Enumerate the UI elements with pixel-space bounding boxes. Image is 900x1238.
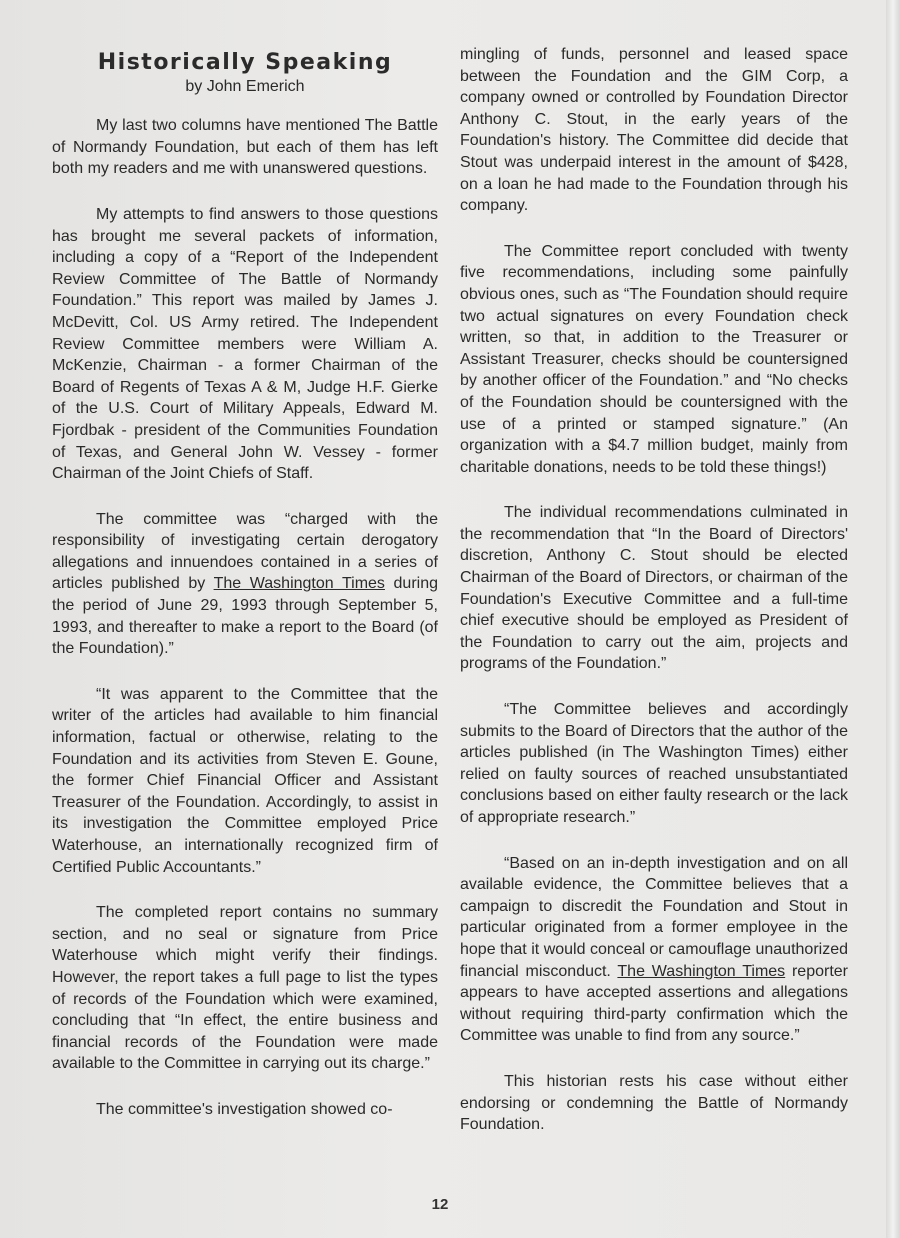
paragraph-left-5: The completed report contains no summary section, and no seal or signature from Price Waterhouse which might verify their findings. However, the report takes a full page to list the types of records of the Foundation which were examined, concluding that “In effect, the entire business and financial records of the Foundation were made available to the Committee in carrying out its charge.” [52,904,438,1073]
paragraph-left-6: The committee's investigation showed co- [96,1100,393,1118]
paragraph-left-3 [52,509,438,660]
article-header [52,52,438,97]
paragraph-right-6: This historian rests his case without either endorsing or condemning the Battle of Normandy Foundation. [460,1072,848,1134]
paragraph-right-5-text-b: reporter appears to have accepted assertions and allegations without requiring third-party confirmation which the Committee was unable to find from any source.” [460,962,849,1045]
paragraph-left-1: My last two columns have mentioned The Battle of Normandy Foundation, but each of them has left both my readers and me with unanswered questions. [52,117,438,178]
paragraph-left-2: My attempts to find answers to those questions has brought me several packets of information, including a copy of a “Report of the Independent Review Committee of The Battle of Normandy Foundation.” This report was mailed by James J. McDevitt, Col. US Army retired. The Independent Review Committee members were William A. McKenzie, Chairman - a former Chairman of the Board of Regents of Texas A & M, Judge H.F. Gierke of the U.S. Court of Military Appeals, Edward M. Fjordbak - president of the Communities Foundation of Texas, and General John W. Vessey - former Chairman of the Joint Chiefs of Staff. [52,205,438,483]
paragraph-right-2: The Committee report concluded with twenty five recommendations, including some painfully obvious ones, such as “The Foundation should require two actual signatures on every Foundation check written, so that, in addition to the Treasurer or Assistant Treasurer, checks should be countersigned by another officer of the Foundation.” and “No checks of the Foundation should be countersigned with the use of a printed or stamped signature.” (An organization with a $4.7 million budget, mainly from charitable donations, needs to be told these things!) [460,242,848,476]
paragraph-left-3-text-a: The committee was “charged with the responsibility of investigating certain derogatory allegations and innuendoes contained in a series of articles published by [52,510,438,593]
paragraph-right-5 [460,853,848,1047]
paragraph-right-5-text-a: “Based on an in-depth investigation and on all available evidence, the Committee believes that a campaign to discredit the Foundation and Stout in particular originated from a former employee in the hope that it would conceal or camouflage unauthorized financial misconduct. [460,854,848,980]
right-column [460,44,848,1160]
article-title: Historically Speaking [97,50,393,75]
left-column [52,52,438,1145]
article-byline: by John Emerich [185,77,305,95]
paragraph-left-4: “It was apparent to the Committee that the writer of the articles had available to him financial information, factual or otherwise, relating to the Foundation and its activities from Steven E. Goune, the former Chief Financial Officer and Assistant Treasurer of the Foundation. Accordingly, to assist in its investigation the Committee employed Price Waterhouse, an internationally recognized firm of Certified Public Accountants.” [52,685,438,876]
paragraph-right-1: mingling of funds, personnel and leased space between the Foundation and the GIM Corp, a company owned or controlled by Foundation Director Anthony C. Stout, in the early years of the Foundation's history. The Committee did decide that Stout was underpaid interest in the amount of $428, on a loan he had made to the Foundation through his company. [460,46,848,215]
paragraph-right-3: The individual recommendations culminated in the recommendation that “In the Board of Directors' discretion, Anthony C. Stout should be elected Chairman of the Board of Directors, or chairman of the Foundation's Executive Committee and a full-time chief executive should be employed as President of the Foundation to carry out the aim, projects and programs of the Foundation.” [460,504,848,673]
paragraph-right-4: “The Committee believes and accordingly submits to the Board of Directors that the author of the articles published (in The Washington Times) either relied on faulty sources of reached unsubstantiated conclusions based on either faulty research or the lack of appropriate research.” [460,701,848,826]
page-number: 12 [431,1196,449,1213]
paragraph-left-3-text-b: during the period of June 29, 1993 through September 5, 1993, and thereafter to make a report to the Board (of the Foundation).” [52,575,439,658]
page-spine-edge [886,0,900,1238]
newspaper-title-underlined: The Washington Times [213,575,385,593]
newspaper-title-underlined-2: The Washington Times [617,962,786,980]
